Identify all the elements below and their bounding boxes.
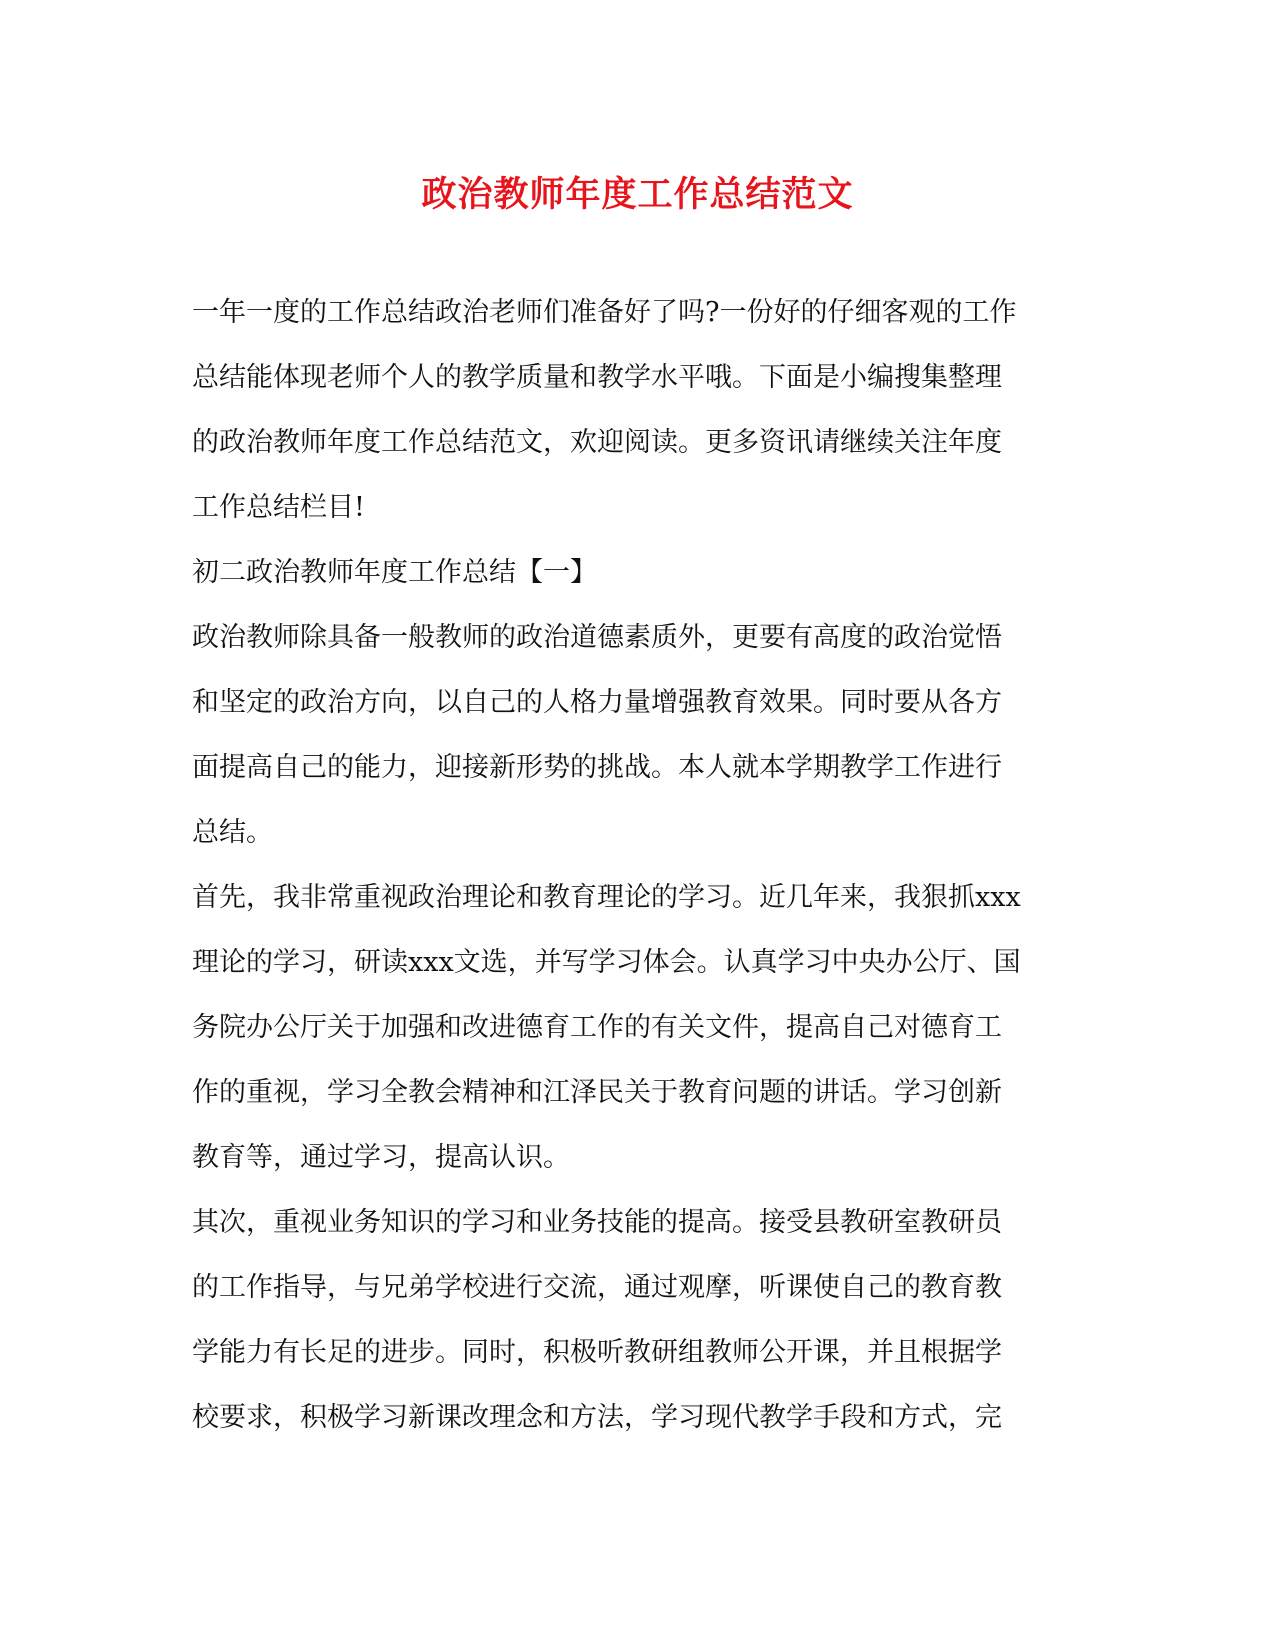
- text-line: 的政治教师年度工作总结范文，欢迎阅读。更多资讯请继续关注年度: [192, 427, 1002, 458]
- text-line: 其次，重视业务知识的学习和业务技能的提高。接受县教研室教研员: [192, 1207, 1002, 1238]
- text-line: 校要求，积极学习新课改理念和方法，学习现代教学手段和方式，完: [192, 1402, 1002, 1433]
- text-line: 的工作指导，与兄弟学校进行交流，通过观摩，听课使自己的教育教: [192, 1272, 1002, 1303]
- text-line: 务院办公厅关于加强和改进德育工作的有关文件，提高自己对德育工: [192, 1012, 1002, 1043]
- text-line: 政治教师除具备一般教师的政治道德素质外，更要有高度的政治觉悟: [192, 622, 1002, 653]
- text-line: 教育等，通过学习，提高认识。: [192, 1142, 570, 1173]
- text-line: 工作总结栏目!: [192, 492, 365, 523]
- text-line: 首先，我非常重视政治理论和教育理论的学习。近几年来，我狠抓xxx: [192, 882, 1021, 913]
- text-line: 总结。: [192, 817, 273, 848]
- text-line: 面提高自己的能力，迎接新形势的挑战。本人就本学期教学工作进行: [192, 752, 1002, 783]
- text-line: 总结能体现老师个人的教学质量和教学水平哦。下面是小编搜集整理: [192, 362, 1002, 393]
- text-line: 理论的学习，研读xxx文选，并写学习体会。认真学习中央办公厅、国: [192, 947, 1021, 978]
- page-title: 政治教师年度工作总结范文: [421, 174, 854, 215]
- document-body: [192, 287, 1092, 1457]
- text-line: 作的重视，学习全教会精神和江泽民关于教育问题的讲话。学习创新: [192, 1077, 1002, 1108]
- text-line: 学能力有长足的进步。同时，积极听教研组教师公开课，并且根据学: [192, 1337, 1002, 1368]
- text-line: 一年一度的工作总结政治老师们准备好了吗?一份好的仔细客观的工作: [192, 297, 1017, 328]
- section-heading: 初二政治教师年度工作总结【一】: [192, 557, 597, 588]
- text-line: 和坚定的政治方向，以自己的人格力量增强教育效果。同时要从各方: [192, 687, 1002, 718]
